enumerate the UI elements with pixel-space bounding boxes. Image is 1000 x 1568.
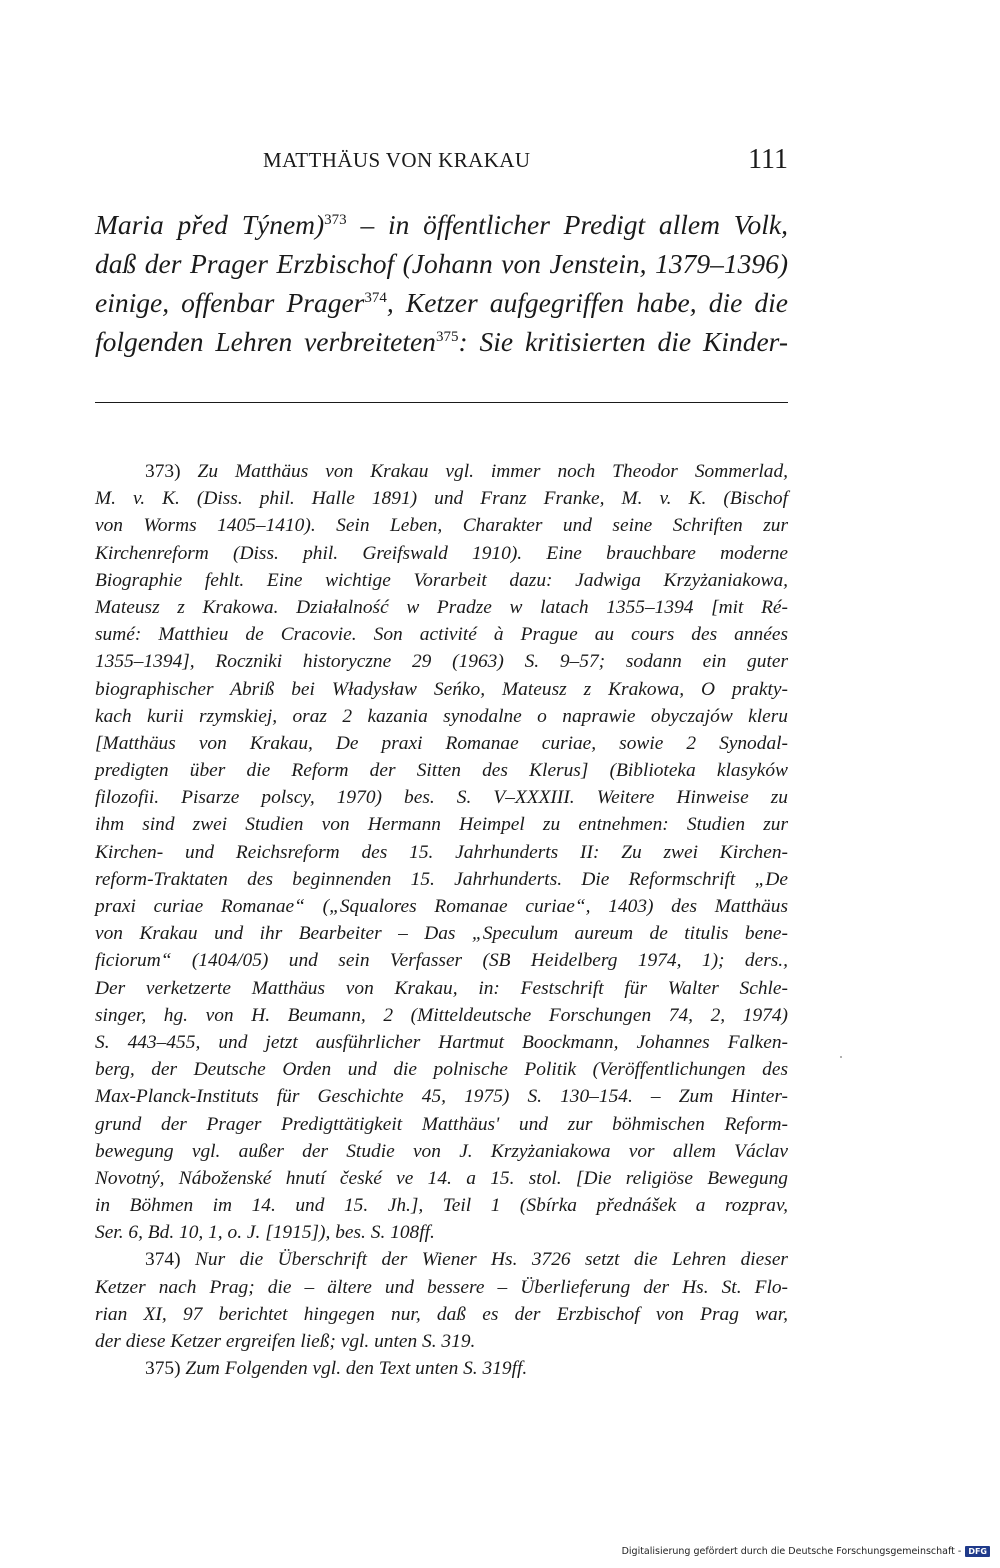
footnote-line bbox=[95, 1301, 788, 1328]
footnote-text: der diese Ketzer ergreifen ließ; vgl. unten S. 319. bbox=[95, 1331, 476, 1352]
main-text bbox=[95, 205, 788, 361]
footnote-line bbox=[95, 621, 788, 648]
footnote-line bbox=[95, 839, 788, 866]
footnote-line bbox=[95, 784, 788, 811]
footnote-text: rian XI, 97 berichtet hingegen nur, daß es der Erzbischof von Prag war, bbox=[95, 1303, 788, 1325]
footnote-line bbox=[95, 512, 788, 539]
dfg-logo-icon: DFG bbox=[965, 1546, 990, 1557]
footnote-text: M. v. K. (Diss. phil. Halle 1891) und Franz Franke, M. v. K. (Bischof bbox=[95, 488, 788, 510]
digitization-credit bbox=[622, 1546, 990, 1557]
footnote-line bbox=[95, 730, 788, 757]
body-text-segment: , Ketzer aufgegriffen habe, die die bbox=[386, 287, 788, 318]
footnote-text: filozofii. Pisarze polscy, 1970) bes. S. V–XXXIII. Weitere Hinweise zu bbox=[95, 787, 788, 809]
footnote-text: Ketzer nach Prag; die – ältere und bessere – Überlieferung der Hs. St. Flo- bbox=[95, 1276, 788, 1298]
footnote-number: 373) bbox=[145, 461, 181, 482]
footnote-line bbox=[95, 866, 788, 893]
footnote-line bbox=[95, 1002, 788, 1029]
footnote-text: grund der Prager Predigttätigkeit Matthäus' und zur böhmischen Reform- bbox=[95, 1113, 788, 1135]
footnote-line bbox=[95, 1111, 788, 1138]
footnote-text: berg, der Deutsche Orden und die polnische Politik (Veröffentlichungen des bbox=[95, 1059, 788, 1081]
footnote-number: 375) bbox=[145, 1358, 181, 1380]
footnote-number: 374) bbox=[145, 1249, 181, 1271]
footnote-text: Mateusz z Krakowa. Działalność w Pradze w latach 1355–1394 [mit Ré- bbox=[95, 596, 788, 618]
footnote-line bbox=[95, 1138, 788, 1165]
footnote-line bbox=[95, 676, 788, 703]
footnote-text: predigten über die Reform der Sitten des Klerus] (Biblioteka klasyków bbox=[95, 760, 788, 782]
footnote-375 bbox=[95, 1355, 788, 1382]
footnote-line bbox=[95, 1355, 788, 1382]
footnote-line bbox=[95, 1219, 788, 1246]
footnote-text: Der verketzerte Matthäus von Krakau, in: Festschrift für Walter Schle- bbox=[95, 977, 788, 999]
page-number: 111 bbox=[748, 144, 788, 175]
footnote-line bbox=[95, 893, 788, 920]
body-line bbox=[95, 322, 788, 361]
footnote-line bbox=[95, 540, 788, 567]
footnote-line bbox=[95, 1246, 788, 1273]
footnote-line bbox=[95, 1029, 788, 1056]
footnote-text: reform-Traktaten des beginnenden 15. Jahrhunderts. Die Reformschrift „De bbox=[95, 868, 788, 890]
footnote-line bbox=[95, 648, 788, 675]
footnotes bbox=[95, 458, 788, 1382]
footnote-text: Zum Folgenden vgl. den Text unten S. 319ff. bbox=[185, 1358, 528, 1380]
footnote-text: bewegung vgl. außer der Studie von J. Krzyżaniakowa vor allem Václav bbox=[95, 1140, 788, 1162]
credit-text: Digitalisierung gefördert durch die Deutsche Forschungsgemeinschaft - bbox=[621, 1546, 962, 1557]
footnote-line bbox=[95, 1192, 788, 1219]
footnote-line bbox=[95, 594, 788, 621]
footnote-text: sumé: Matthieu de Cracovie. Son activité à Prague au cours des années bbox=[95, 624, 788, 646]
footnote-line bbox=[95, 1274, 788, 1301]
footnote-ref-375: 375 bbox=[435, 329, 459, 345]
footnote-text: Zu Matthäus von Krakau vgl. immer noch Theodor Sommerlad, bbox=[197, 461, 788, 482]
scan-speck bbox=[840, 1056, 842, 1058]
footnote-text: Kirchenreform (Diss. phil. Greifswald 1910). Eine brauchbare moderne bbox=[95, 542, 788, 564]
running-head bbox=[95, 144, 788, 184]
body-line: daß der Prager Erzbischof (Johann von Jenstein, 1379–1396) bbox=[95, 248, 788, 279]
footnote-text: Ser. 6, Bd. 10, 1, o. J. [1915]), bes. S. 108ff. bbox=[95, 1222, 435, 1244]
footnote-text: in Böhmen im 14. und 15. Jh.], Teil 1 (Sbírka přednášek a rozprav, bbox=[95, 1195, 788, 1217]
footnote-text: singer, hg. von H. Beumann, 2 (Mitteldeutsche Forschungen 74, 2, 1974) bbox=[95, 1004, 788, 1026]
footnote-line bbox=[95, 703, 788, 730]
body-text-segment: folgenden Lehren verbreiteten bbox=[95, 326, 436, 357]
body-text-segment: Maria před Týnem) bbox=[95, 209, 325, 240]
footnote-text: Kirchen- und Reichsreform des 15. Jahrhunderts II: Zu zwei Kirchen- bbox=[95, 841, 788, 863]
footnote-text: von Krakau und ihr Bearbeiter – Das „Speculum aureum de titulis bene- bbox=[95, 923, 788, 945]
footnote-text: kach kurii rzymskiej, oraz 2 kazania synodalne o naprawie obyczajów kleru bbox=[95, 705, 788, 727]
footnote-text: ihm sind zwei Studien von Hermann Heimpel zu entnehmen: Studien zur bbox=[95, 814, 788, 836]
footnote-text: Nur die Überschrift der Wiener Hs. 3726 setzt die Lehren dieser bbox=[194, 1249, 788, 1271]
footnote-line bbox=[95, 757, 788, 784]
footnote-text: biographischer Abriß bei Władysław Seńko, Mateusz z Krakowa, O prakty- bbox=[95, 678, 788, 700]
running-title: MATTHÄUS VON KRAKAU bbox=[263, 148, 531, 172]
footnote-line bbox=[95, 1165, 788, 1192]
footnote-374 bbox=[95, 1246, 788, 1355]
footnote-text: 1355–1394], Roczniki historyczne 29 (1963) S. 9–57; sodann ein guter bbox=[95, 651, 788, 673]
footnote-line bbox=[95, 1083, 788, 1110]
footnote-line bbox=[95, 458, 788, 485]
footnote-separator bbox=[95, 402, 788, 403]
body-text-segment: einige, offenbar Prager bbox=[95, 287, 365, 318]
footnote-line bbox=[95, 1328, 788, 1355]
footnote-373 bbox=[95, 458, 788, 1246]
footnote-ref-373: 373 bbox=[324, 212, 347, 228]
footnote-text: Max-Planck-Instituts für Geschichte 45, 1975) S. 130–154. – Zum Hinter- bbox=[95, 1086, 788, 1108]
footnote-text: Biographie fehlt. Eine wichtige Vorarbeit dazu: Jadwiga Krzyżaniakowa, bbox=[95, 569, 788, 591]
footnote-text: von Worms 1405–1410). Sein Leben, Charakter und seine Schriften zur bbox=[95, 515, 788, 537]
footnote-line bbox=[95, 567, 788, 594]
footnote-text: [Matthäus von Krakau, De praxi Romanae curiae, sowie 2 Synodal- bbox=[95, 732, 788, 754]
footnote-line bbox=[95, 1056, 788, 1083]
body-line bbox=[95, 205, 788, 244]
footnote-text: Novotný, Náboženské hnutí české ve 14. a 15. stol. [Die religiöse Bewegung bbox=[95, 1167, 788, 1189]
footnote-line bbox=[95, 811, 788, 838]
footnote-text: ficiorum“ (1404/05) und sein Verfasser (SB Heidelberg 1974, 1); ders., bbox=[95, 950, 788, 972]
footnote-text: praxi curiae Romanae“ („Squalores Romanae curiae“, 1403) des Matthäus bbox=[95, 896, 788, 917]
footnote-line bbox=[95, 947, 788, 974]
footnote-line bbox=[95, 485, 788, 512]
body-text-segment: – in öffentlicher Predigt allem Volk, bbox=[346, 209, 788, 240]
footnote-ref-374: 374 bbox=[364, 290, 387, 306]
footnote-line bbox=[95, 920, 788, 947]
footnote-line bbox=[95, 975, 788, 1002]
body-line bbox=[95, 283, 788, 322]
body-text-segment: : Sie kritisierten die Kinder- bbox=[458, 326, 788, 357]
footnote-text: S. 443–455, und jetzt ausführlicher Hartmut Boockmann, Johannes Falken- bbox=[95, 1031, 788, 1053]
